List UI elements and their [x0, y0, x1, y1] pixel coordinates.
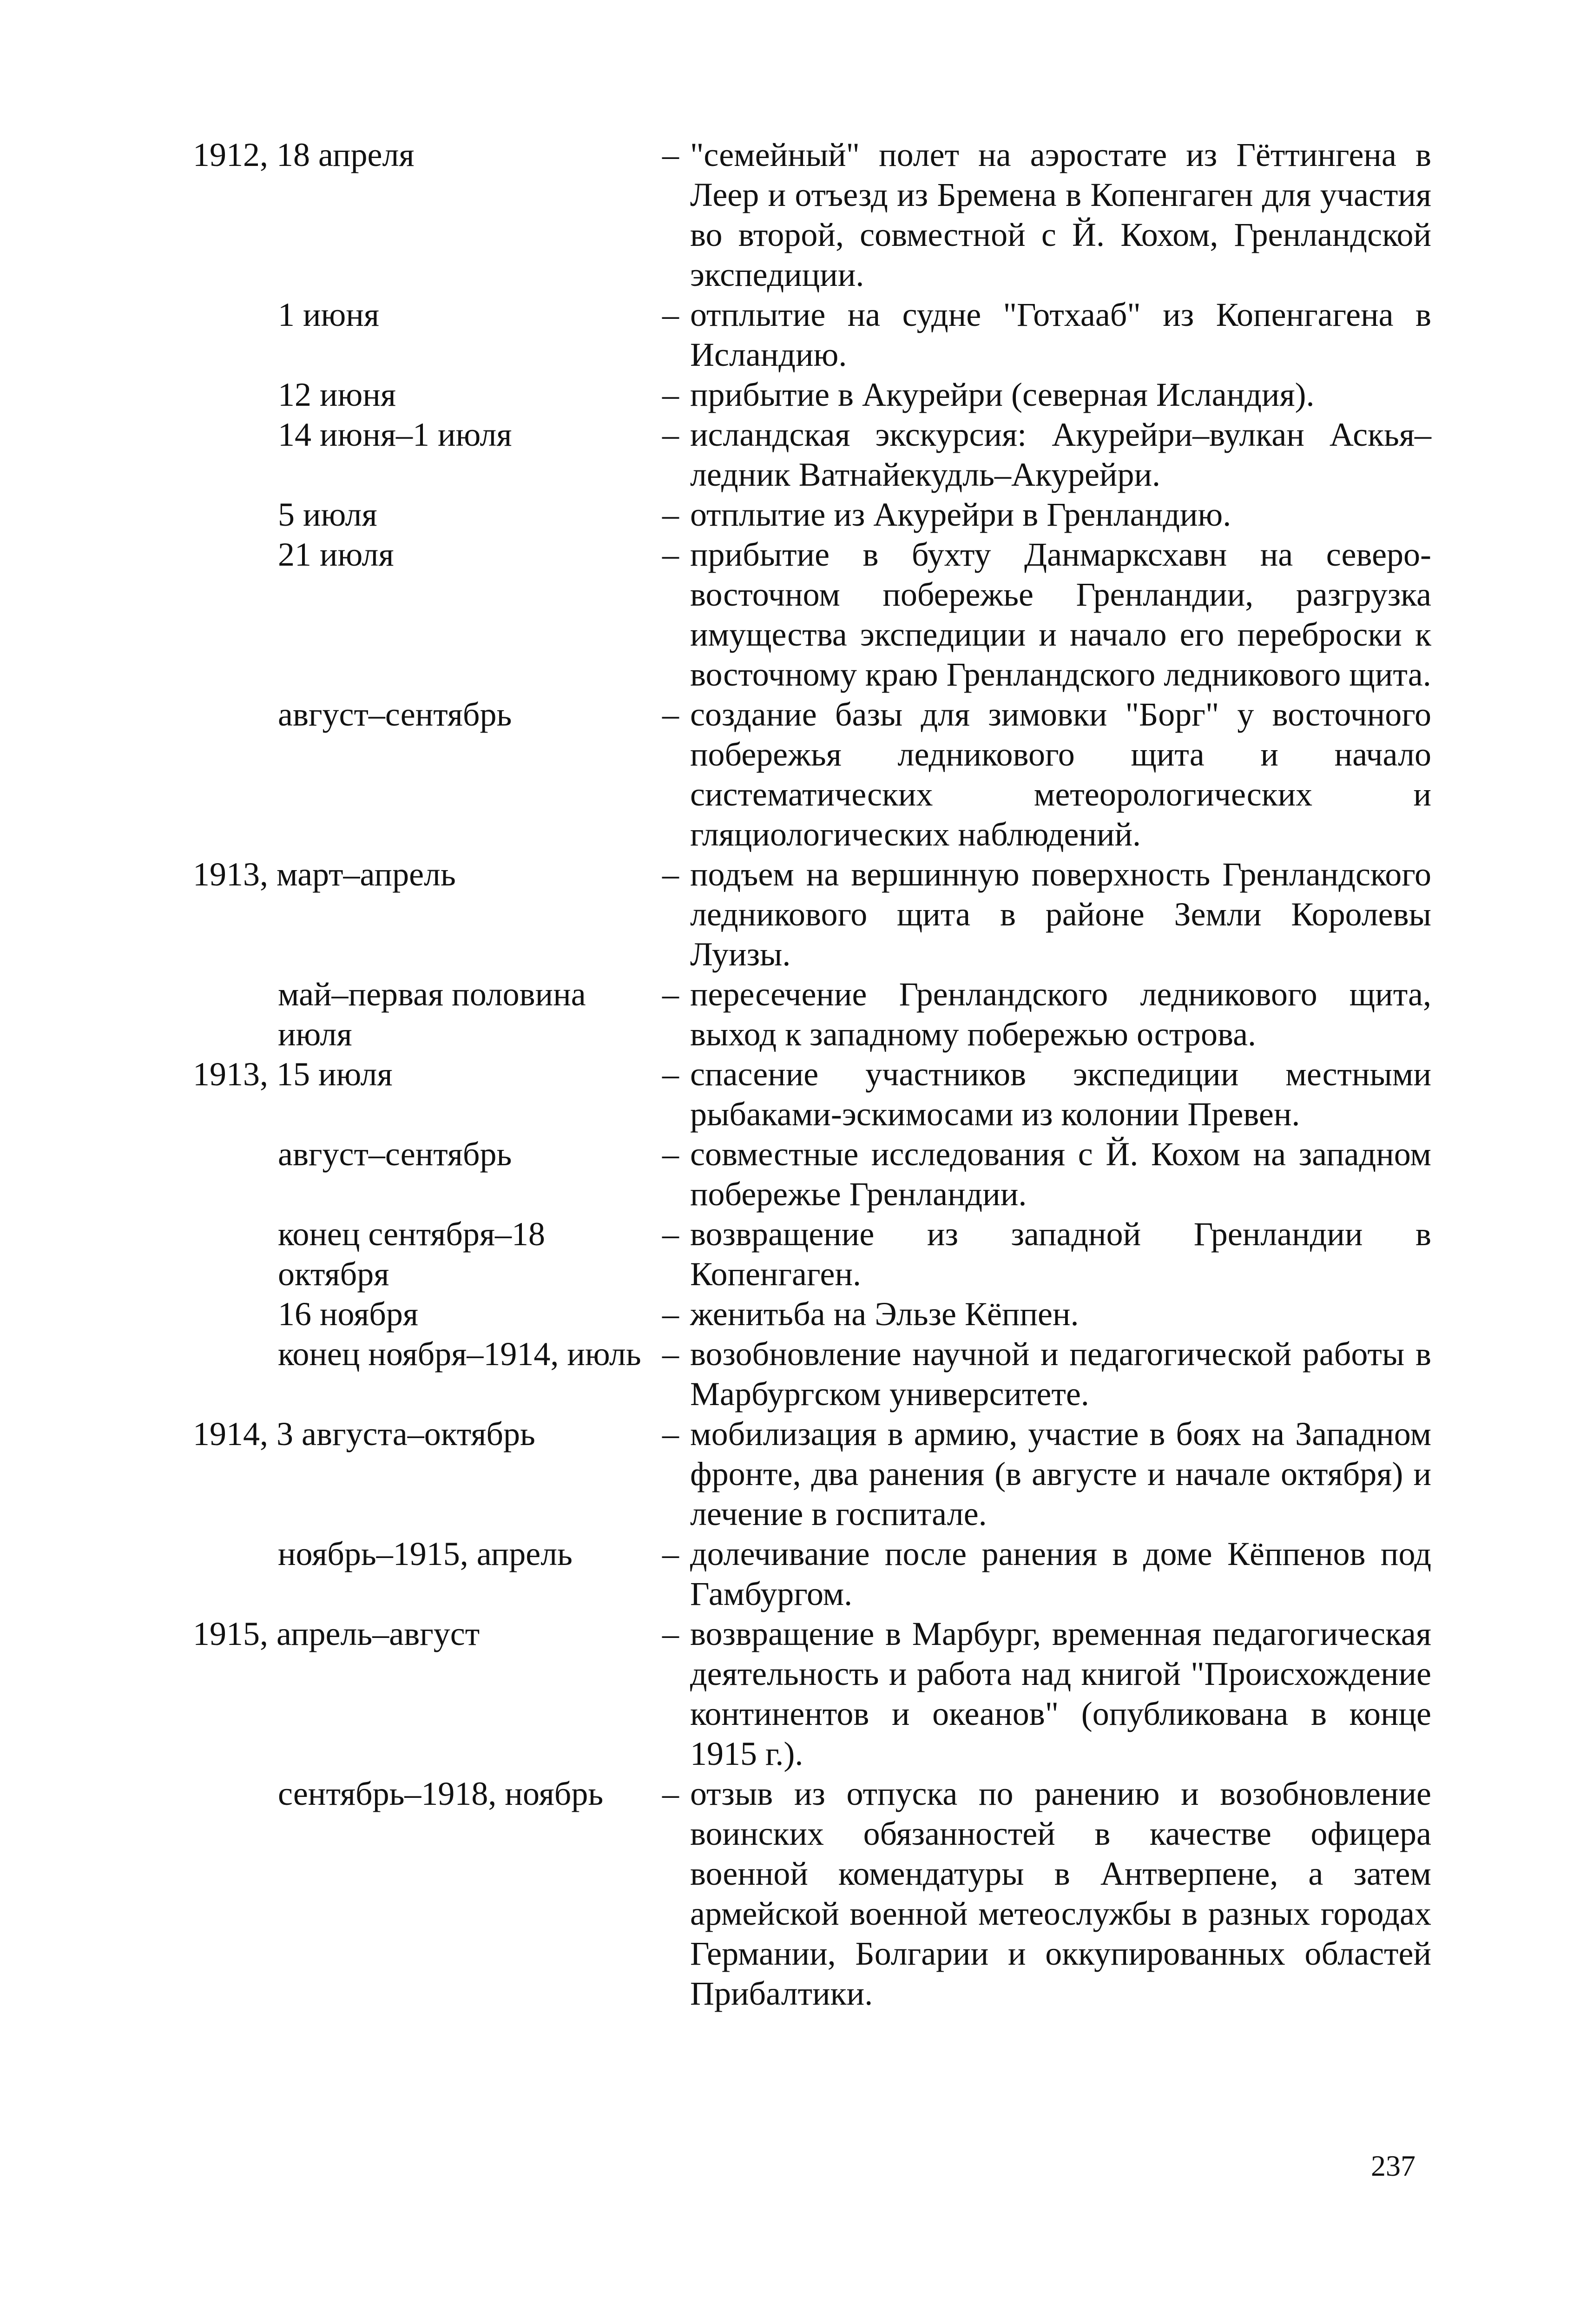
entry-date: 12 июня	[278, 376, 396, 413]
entry-date: май–первая половина июля	[278, 976, 586, 1053]
entry-event	[662, 1774, 1431, 2014]
entry-text: женитьба на Эльзе Кёппен.	[690, 1295, 1079, 1333]
chronology-entry	[193, 375, 1431, 415]
entry-dash: –	[662, 296, 679, 333]
entry-text: пересечение Гренландского ледникового щита, выход к западному побережью острова.	[690, 976, 1431, 1053]
entry-dash: –	[662, 536, 679, 573]
entry-dash: –	[662, 1535, 679, 1572]
entry-date: 16 ноября	[278, 1295, 419, 1333]
chronology-entry	[193, 1334, 1431, 1414]
entry-text: подъем на вершинную поверхность Гренландского ледникового щита в районе Земли Королевы Луизы.	[690, 856, 1431, 973]
entry-event	[662, 1134, 1431, 1214]
entry-event	[662, 694, 1431, 854]
entry-date: 1914, 3 августа–октябрь	[193, 1415, 535, 1452]
entry-event	[662, 415, 1431, 495]
entry-dash: –	[662, 696, 679, 733]
chronology-entry	[193, 1414, 1431, 1534]
chronology-entry	[193, 694, 1431, 854]
entry-dash: –	[662, 1775, 679, 1812]
entry-event	[662, 854, 1431, 974]
entry-text: возвращение в Марбург, временная педагогическая деятельность и работа над книгой "Происхождение континентов и океанов" (опубликована в конце 1915 г.).	[690, 1615, 1431, 1772]
entry-event	[662, 495, 1431, 535]
chronology-entry	[193, 1214, 1431, 1294]
entry-text: исландская экскурсия: Акурейри–вулкан Аскья–ледник Ватнайекудль–Акурейри.	[690, 416, 1431, 493]
chronology-list	[193, 135, 1431, 2014]
entry-date: конец сентября–18 октября	[278, 1215, 546, 1293]
entry-dash: –	[662, 1215, 679, 1253]
entry-date: 1913, 15 июля	[193, 1056, 393, 1093]
entry-text: мобилизация в армию, участие в боях на Западном фронте, два ранения (в августе и начале октября) и лечение в госпитале.	[690, 1415, 1431, 1532]
entry-date: 1913, март–апрель	[193, 856, 456, 893]
entry-event	[662, 1294, 1431, 1334]
chronology-entry	[193, 854, 1431, 974]
entry-date: 5 июля	[278, 496, 377, 533]
entry-date: 14 июня–1 июля	[278, 416, 512, 453]
entry-dash: –	[662, 376, 679, 413]
entry-dash: –	[662, 1136, 679, 1173]
entry-date: 1915, апрель–август	[193, 1615, 480, 1652]
chronology-entry	[193, 535, 1431, 694]
entry-text: прибытие в бухту Данмарксхавн на северо-восточном побережье Гренландии, разгрузка имущества экспедиции и начало его переброски к восточному краю Гренландского ледникового щита.	[690, 536, 1431, 693]
entry-event	[662, 375, 1431, 415]
entry-text: отзыв из отпуска по ранению и возобновление воинских обязанностей в качестве офицера военной комендатуры в Антверпене, а затем армейской военной метеослужбы в разных городах Германии, Болгарии и оккупированных областей Прибалтики.	[690, 1775, 1431, 2012]
entry-dash: –	[662, 1056, 679, 1093]
entry-text: отплытие из Акурейри в Гренландию.	[690, 496, 1231, 533]
entry-text: возвращение из западной Гренландии в Копенгаген.	[690, 1215, 1431, 1293]
entry-date: 1912, 18 апреля	[193, 136, 415, 173]
entry-event	[662, 295, 1431, 375]
entry-text: долечивание после ранения в доме Кёппенов под Гамбургом.	[690, 1535, 1431, 1612]
chronology-entry	[193, 295, 1431, 375]
entry-text: создание базы для зимовки "Борг" у восточного побережья ледникового щита и начало систематических метеорологических и гляциологических наблюдений.	[690, 696, 1431, 853]
entry-dash: –	[662, 1295, 679, 1333]
entry-text: спасение участников экспедиции местными рыбаками-эскимосами из колонии Превен.	[690, 1056, 1431, 1133]
chronology-entry	[193, 1054, 1431, 1134]
entry-dash: –	[662, 1335, 679, 1373]
page-number: 237	[1371, 2149, 1415, 2182]
entry-dash: –	[662, 496, 679, 533]
entry-event	[662, 1334, 1431, 1414]
chronology-entry	[193, 1614, 1431, 1774]
chronology-entry	[193, 495, 1431, 535]
entry-text: совместные исследования с Й. Кохом на западном побережье Гренландии.	[690, 1136, 1431, 1213]
entry-date: август–сентябрь	[278, 696, 512, 733]
entry-event	[662, 1614, 1431, 1774]
entry-dash: –	[662, 136, 679, 173]
entry-date: 1 июня	[278, 296, 379, 333]
chronology-entry	[193, 1294, 1431, 1334]
entry-date: 21 июля	[278, 536, 394, 573]
entry-date: конец ноября–1914, июль	[278, 1335, 641, 1373]
entry-event	[662, 1214, 1431, 1294]
entry-text: отплытие на судне "Готхааб" из Копенгагена в Исландию.	[690, 296, 1431, 373]
entry-dash: –	[662, 976, 679, 1013]
entry-date: ноябрь–1915, апрель	[278, 1535, 573, 1572]
entry-dash: –	[662, 1615, 679, 1652]
entry-event	[662, 1414, 1431, 1534]
entry-text: "семейный" полет на аэростате из Гёттингена в Леер и отъезд из Бремена в Копенгаген для участия во второй, совместной с Й. Кохом, Гренландской экспедиции.	[690, 136, 1431, 293]
chronology-entry	[193, 974, 1431, 1054]
entry-text: прибытие в Акурейри (северная Исландия).	[690, 376, 1315, 413]
chronology-entry	[193, 1534, 1431, 1614]
entry-event	[662, 135, 1431, 295]
entry-event	[662, 1054, 1431, 1134]
entry-dash: –	[662, 416, 679, 453]
chronology-entry	[193, 1134, 1431, 1214]
chronology-entry	[193, 1774, 1431, 2014]
chronology-entry	[193, 135, 1431, 295]
entry-dash: –	[662, 856, 679, 893]
chronology-entry	[193, 415, 1431, 495]
entry-text: возобновление научной и педагогической работы в Марбургском университете.	[690, 1335, 1431, 1413]
entry-event	[662, 535, 1431, 694]
entry-date: август–сентябрь	[278, 1136, 512, 1173]
entry-date: сентябрь–1918, ноябрь	[278, 1775, 604, 1812]
entry-event	[662, 974, 1431, 1054]
entry-dash: –	[662, 1415, 679, 1452]
entry-event	[662, 1534, 1431, 1614]
